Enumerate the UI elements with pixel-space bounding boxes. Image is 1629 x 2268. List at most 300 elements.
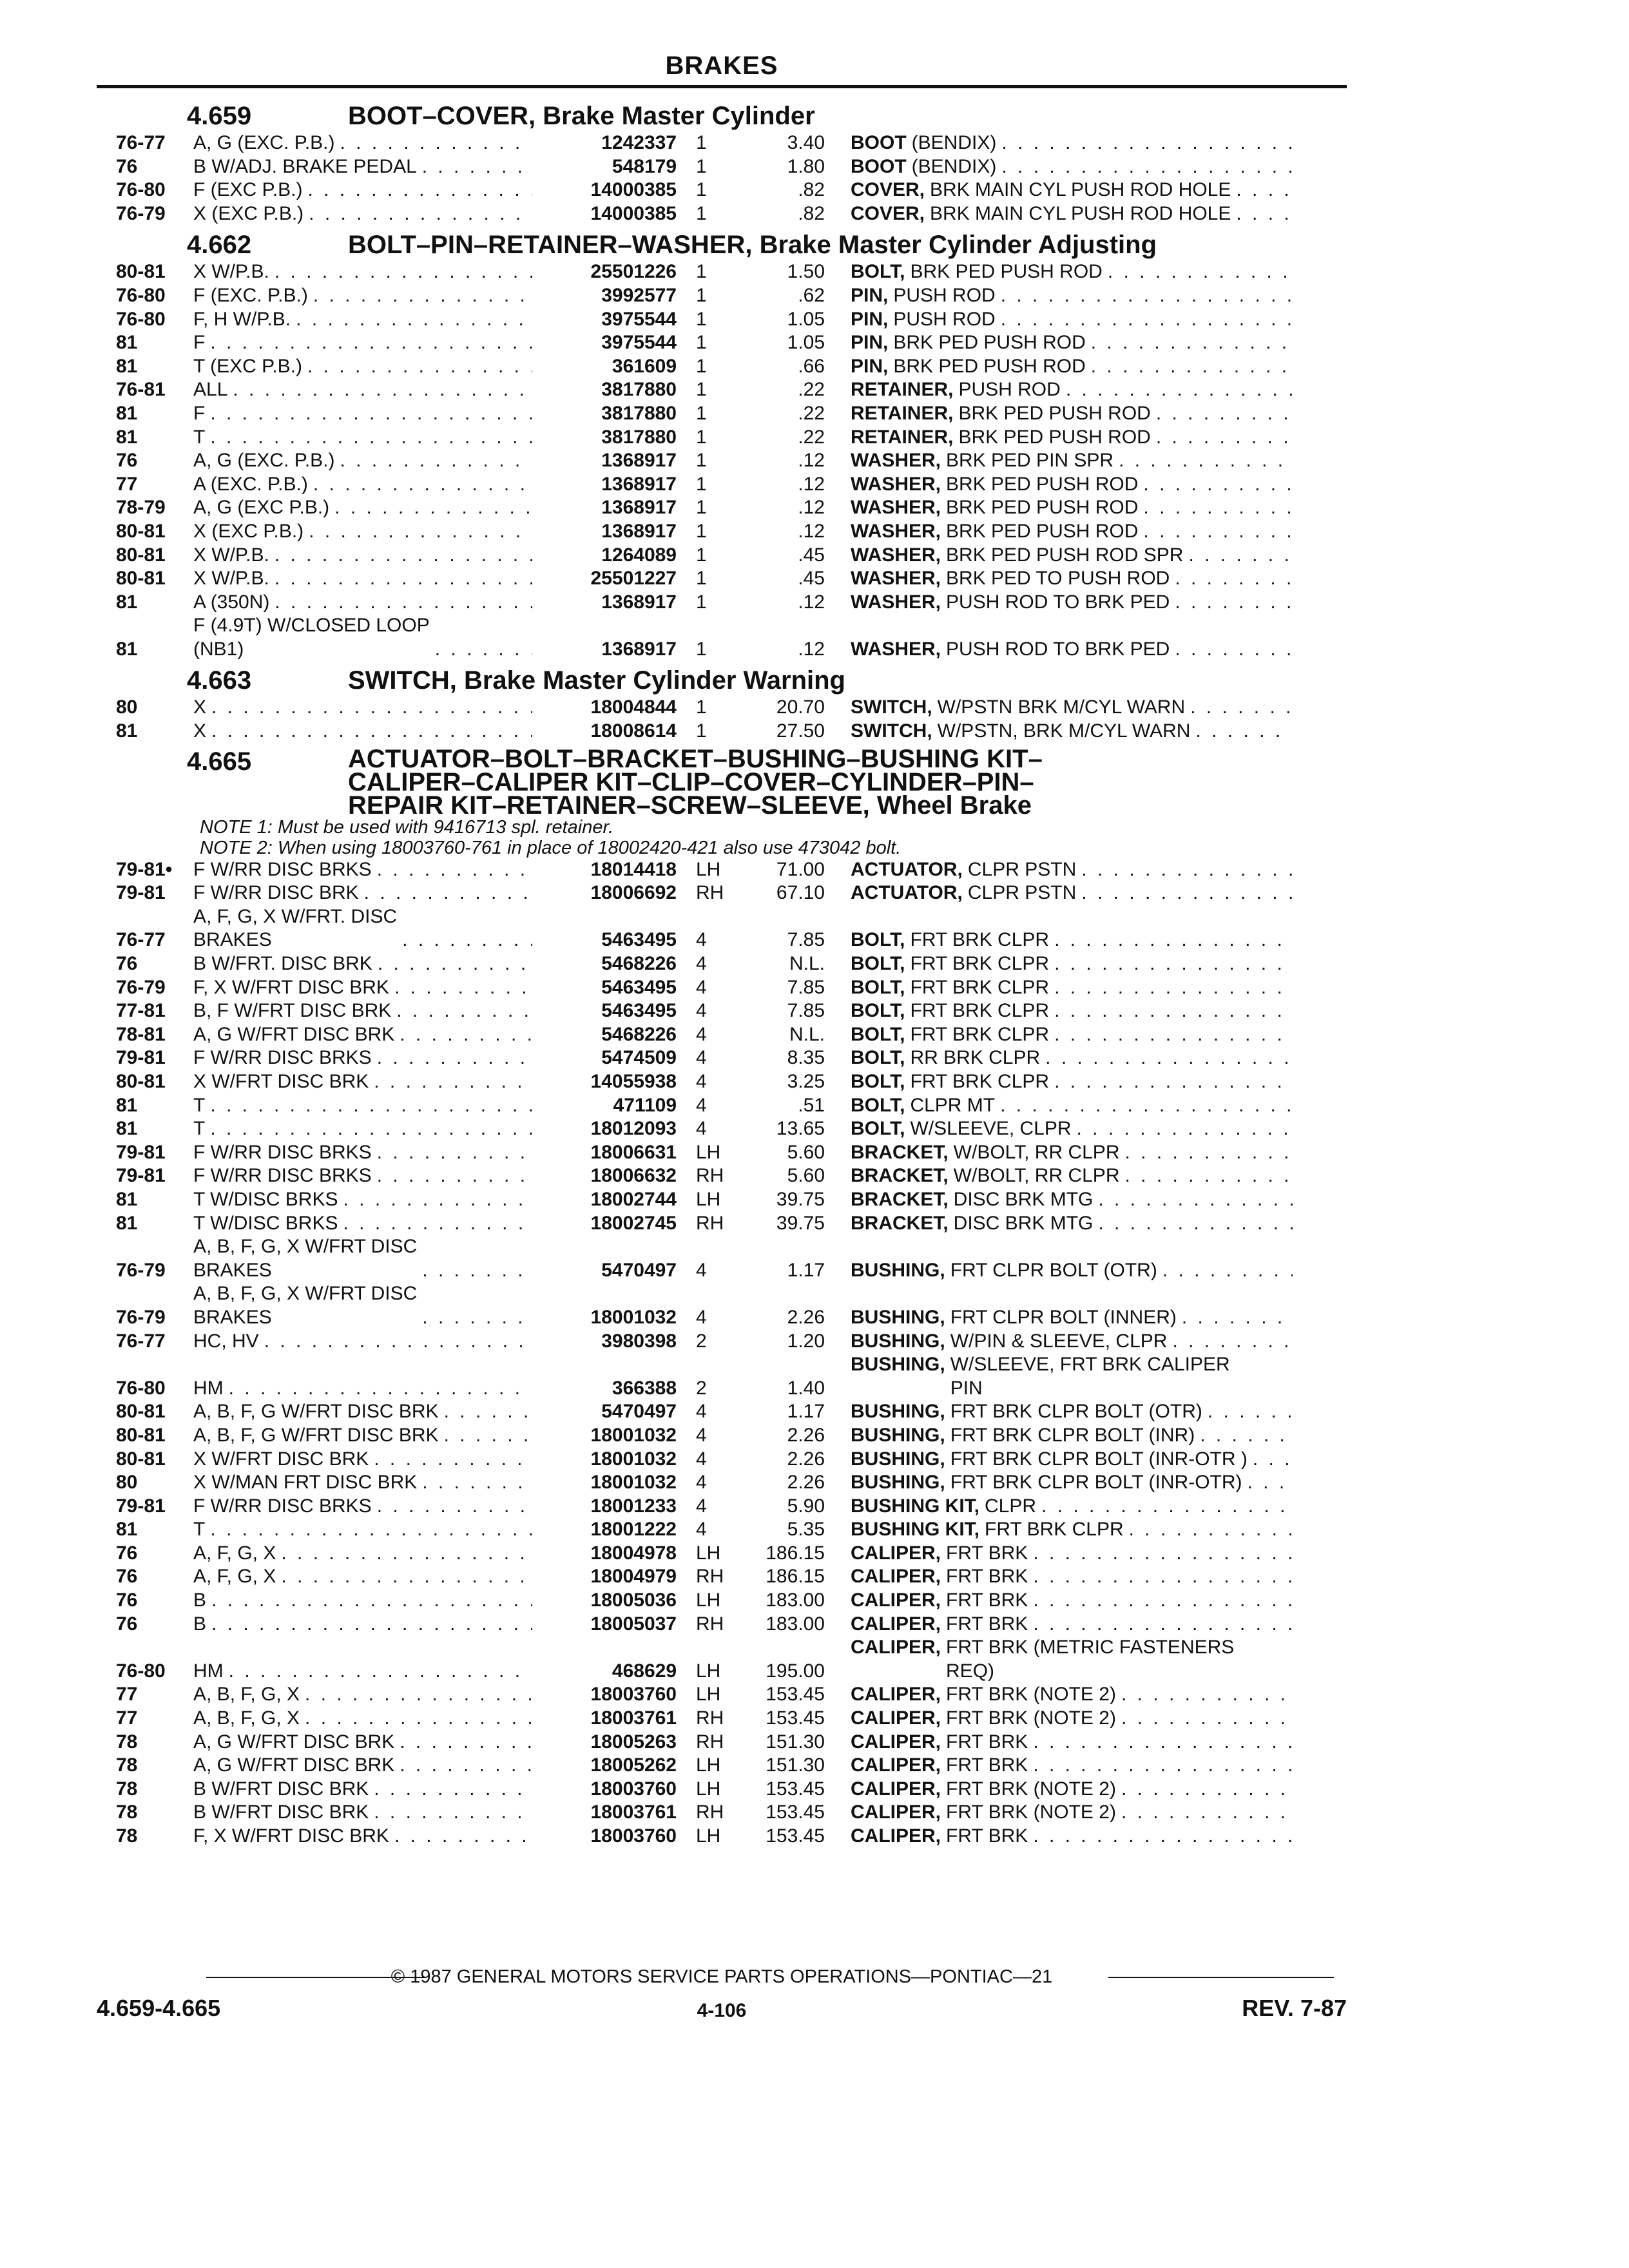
part-detail: (BENDIX) (911, 132, 997, 153)
leader-dots (1253, 1448, 1293, 1472)
application-text: F W/RR DISC BRKS (193, 1495, 372, 1517)
leader-dots (210, 1094, 532, 1118)
quantity: 4 (696, 1071, 707, 1092)
model-year: 78-79 (116, 497, 166, 519)
quantity: 2 (696, 1330, 707, 1352)
price: 1.20 (787, 1330, 825, 1352)
part-number: 18001233 (590, 1495, 677, 1517)
leader-dots (211, 720, 532, 744)
part-name-cell (851, 308, 1302, 332)
application-text: A, F, G, X (193, 1566, 276, 1588)
table-row (97, 473, 1347, 497)
application-cell (193, 720, 541, 744)
price: 2.26 (787, 1448, 825, 1470)
leader-dots (211, 1613, 532, 1637)
model-year: 79-81 (116, 882, 166, 904)
price: 39.75 (776, 1212, 825, 1234)
application-cell (193, 1235, 541, 1282)
application-cell (193, 355, 541, 379)
price: .12 (798, 473, 825, 495)
application-cell (193, 976, 541, 1000)
price: 2.26 (787, 1306, 825, 1328)
price: 1.05 (787, 308, 825, 330)
quantity: 4 (696, 1118, 707, 1140)
application-text: F (193, 332, 206, 354)
model-year: 79-81• (116, 858, 173, 880)
part-number: 1368917 (601, 638, 677, 660)
application-text: T (193, 1519, 206, 1541)
table-row (97, 426, 1347, 450)
part-name: CALIPER, (851, 1590, 941, 1611)
parts-listing (97, 97, 1347, 1849)
table-row (97, 131, 1347, 155)
leader-dots (1143, 496, 1293, 520)
leader-dots (1108, 260, 1293, 284)
part-name-cell (851, 1778, 1302, 1802)
part-name: BOLT, (851, 1094, 905, 1116)
leader-dots (444, 1400, 532, 1424)
leader-dots (1041, 1495, 1293, 1519)
model-year: 76 (116, 1613, 138, 1635)
leader-dots (374, 1070, 532, 1094)
part-detail: FRT BRK CLPR (910, 1023, 1050, 1045)
application-cell (193, 1825, 541, 1849)
leader-dots (1077, 1117, 1293, 1141)
application-cell (193, 1117, 541, 1141)
application-cell (193, 1424, 541, 1448)
leader-dots (1175, 591, 1293, 615)
price: 151.30 (766, 1754, 825, 1776)
part-detail: BRK PED PUSH ROD (946, 497, 1139, 519)
part-name-cell (851, 1117, 1302, 1141)
quantity: 1 (696, 284, 707, 306)
table-row (97, 952, 1347, 976)
section-number: 4.663 (187, 666, 252, 695)
application-text: A, G (EXC. P.B.) (193, 132, 335, 153)
part-number: 1264089 (601, 544, 677, 566)
table-row (97, 858, 1347, 882)
quantity: 1 (696, 179, 707, 201)
leader-dots (1054, 952, 1293, 976)
table-row (97, 1188, 1347, 1212)
part-name-cell (851, 178, 1302, 202)
part-name: CALIPER, (851, 1707, 941, 1729)
application-text: A, B, F, G, X (193, 1707, 300, 1729)
leader-dots (1175, 567, 1293, 591)
leader-dots (343, 1212, 532, 1236)
application-text: F W/RR DISC BRKS (193, 858, 372, 880)
leader-dots (422, 1471, 532, 1495)
price: .12 (798, 520, 825, 542)
part-name: BRACKET, (851, 1165, 949, 1187)
leader-dots (1033, 1565, 1293, 1589)
part-detail: FRT BRK (METRIC FASTENERS REQ) (946, 1637, 1235, 1682)
part-name-cell (851, 1353, 1302, 1400)
model-year: 80-81 (116, 544, 166, 566)
model-year: 81 (116, 332, 138, 354)
quantity: 1 (696, 355, 707, 377)
leader-dots (1143, 520, 1293, 544)
leader-dots (305, 1707, 532, 1731)
application-text: F (EXC. P.B.) (193, 284, 308, 306)
part-detail: FRT BRK (NOTE 2) (946, 1707, 1116, 1729)
application-text: B W/ADJ. BRAKE PEDAL (193, 155, 417, 177)
table-row (97, 1636, 1347, 1683)
quantity: RH (696, 1212, 724, 1234)
part-number: 5468226 (601, 1023, 677, 1045)
quantity: RH (696, 1731, 724, 1753)
model-year: 80-81 (116, 568, 166, 590)
application-text: X (193, 720, 207, 742)
price: 7.85 (787, 1000, 825, 1022)
leader-dots (377, 1141, 532, 1165)
leader-dots (1033, 1825, 1293, 1849)
part-name-cell (851, 881, 1302, 905)
table-row (97, 1023, 1347, 1047)
leader-dots (1033, 1589, 1293, 1613)
application-cell (193, 1448, 541, 1472)
leader-dots (1236, 178, 1293, 202)
part-detail: W/SLEEVE, CLPR (910, 1118, 1072, 1140)
application-text: A, B, F, G, X W/FRT DISC BRAKES (193, 1236, 418, 1281)
part-name: ACTUATOR, (851, 882, 963, 904)
table-row (97, 260, 1347, 284)
part-number: 18005262 (590, 1754, 677, 1776)
model-year: 79-81 (116, 1165, 166, 1187)
leader-dots (1182, 1306, 1293, 1330)
leader-dots (1033, 1754, 1293, 1778)
price: 71.00 (776, 858, 825, 880)
leader-dots (275, 544, 532, 568)
application-cell (193, 1495, 541, 1519)
part-number: 366388 (612, 1377, 677, 1399)
model-year: 81 (116, 1094, 138, 1116)
footer-section-range: 4.659-4.665 (97, 1995, 221, 2021)
table-row (97, 1518, 1347, 1542)
part-detail: PUSH ROD (893, 308, 996, 330)
part-name-cell (851, 1825, 1302, 1849)
application-cell (193, 1164, 541, 1188)
application-cell (193, 1282, 541, 1329)
table-row (97, 520, 1347, 544)
part-detail: DISC BRK MTG (953, 1212, 1094, 1234)
quantity: RH (696, 1566, 724, 1588)
part-detail: W/PIN & SLEEVE, CLPR (950, 1330, 1168, 1352)
price: .12 (798, 591, 825, 613)
model-year: 81 (116, 402, 138, 424)
part-name-cell (851, 1306, 1302, 1330)
part-detail: PUSH ROD (958, 379, 1061, 401)
leader-dots (334, 496, 532, 520)
leader-dots (313, 473, 532, 497)
price: 183.00 (766, 1613, 825, 1635)
application-cell (193, 591, 541, 615)
quantity: RH (696, 1802, 724, 1823)
part-detail: FRT BRK CLPR (910, 929, 1050, 951)
part-detail: FRT BRK CLPR BOLT (INR-OTR) (950, 1472, 1242, 1494)
application-text: A, G (EXC P.B.) (193, 497, 330, 519)
application-cell (193, 496, 541, 520)
table-row (97, 1471, 1347, 1495)
part-name-cell (851, 1495, 1302, 1519)
quantity: LH (696, 1188, 721, 1210)
model-year: 80-81 (116, 1448, 166, 1470)
application-text: HM (193, 1660, 224, 1682)
section-note: NOTE 1: Must be used with 9416713 spl. retainer. (200, 816, 614, 838)
leader-dots (1033, 1613, 1293, 1637)
leader-dots (1124, 1164, 1293, 1188)
application-text: F W/RR DISC BRKS (193, 1141, 372, 1163)
quantity: 1 (696, 132, 707, 153)
application-cell (193, 1141, 541, 1165)
price: 27.50 (776, 720, 825, 742)
part-name: CALIPER, (851, 1637, 941, 1658)
part-number: 14000385 (590, 202, 677, 224)
part-name-cell (851, 1259, 1302, 1283)
table-row (97, 1683, 1347, 1707)
table-row (97, 1613, 1347, 1637)
leader-dots (1119, 449, 1293, 473)
leader-dots (1248, 1471, 1293, 1495)
part-detail: BRK PED PUSH ROD (958, 426, 1151, 448)
section-header (97, 665, 1347, 696)
quantity: LH (696, 1778, 721, 1800)
model-year: 81 (116, 355, 138, 377)
model-year: 81 (116, 591, 138, 613)
application-text: F, X W/FRT DISC BRK (193, 976, 389, 998)
quantity: 1 (696, 697, 707, 718)
section-number: 4.665 (187, 747, 252, 776)
part-name: WASHER, (851, 638, 941, 660)
part-name-cell (851, 1046, 1302, 1070)
part-detail: PUSH ROD (893, 284, 996, 306)
part-number: 5470497 (601, 1259, 677, 1281)
part-name: BUSHING, (851, 1306, 945, 1328)
part-name: BUSHING, (851, 1472, 945, 1494)
part-name: BOLT, (851, 976, 905, 998)
part-name: WASHER, (851, 450, 941, 472)
part-detail: PUSH ROD TO BRK PED (946, 591, 1170, 613)
model-year: 76-80 (116, 308, 166, 330)
part-detail: FRT BRK (946, 1566, 1028, 1588)
table-row (97, 1707, 1347, 1731)
part-detail: BRK PED PUSH ROD (958, 402, 1151, 424)
part-name: CALIPER, (851, 1778, 941, 1800)
leader-dots (378, 952, 532, 976)
leader-dots (1001, 284, 1293, 308)
part-name: PIN, (851, 308, 889, 330)
leader-dots (275, 260, 532, 284)
quantity: 1 (696, 638, 707, 660)
leader-dots (296, 308, 532, 332)
part-number: 3975544 (601, 308, 677, 330)
model-year: 76-80 (116, 179, 166, 201)
leader-dots (1162, 1259, 1293, 1283)
application-cell (193, 1377, 541, 1401)
model-year: 77 (116, 1707, 138, 1729)
application-text: T (193, 426, 206, 448)
table-row (97, 1164, 1347, 1188)
part-detail: FRT BRK (946, 1754, 1028, 1776)
application-text: X W/P.B. (193, 568, 269, 590)
part-detail: FRT BRK (NOTE 2) (946, 1684, 1116, 1706)
part-name-cell (851, 1448, 1302, 1472)
application-text: B W/FRT. DISC BRK (193, 953, 372, 975)
application-cell (193, 858, 541, 882)
price: .45 (798, 568, 825, 590)
leader-dots (402, 928, 532, 952)
application-cell (193, 1683, 541, 1707)
leader-dots (422, 155, 532, 179)
section-title: SWITCH, Brake Master Cylinder Warning (348, 666, 845, 695)
leader-dots (377, 1164, 532, 1188)
leader-dots (1172, 1330, 1293, 1354)
leader-dots (307, 178, 532, 202)
part-detail: FRT BRK (946, 1613, 1028, 1635)
table-row (97, 905, 1347, 952)
leader-dots (1121, 1707, 1293, 1731)
part-name-cell (851, 1471, 1302, 1495)
part-number: 18004979 (590, 1566, 677, 1588)
part-detail: BRK PED PUSH ROD SPR (946, 544, 1184, 566)
part-number: 25501226 (590, 261, 677, 283)
table-row (97, 284, 1347, 308)
price: .12 (798, 497, 825, 519)
application-text: X W/P.B. (193, 261, 269, 283)
model-year: 76 (116, 1590, 138, 1611)
model-year: 76-77 (116, 1330, 166, 1352)
part-name: BUSHING KIT, (851, 1495, 980, 1517)
part-detail: CLPR PSTN (967, 858, 1077, 880)
part-number: 18012093 (590, 1118, 677, 1140)
price: .12 (798, 450, 825, 472)
part-number: 18001032 (590, 1472, 677, 1494)
part-name: PIN, (851, 355, 889, 377)
part-name-cell (851, 1731, 1302, 1754)
part-number: 3817880 (601, 402, 677, 424)
application-text: A (EXC. P.B.) (193, 473, 308, 495)
leader-dots (281, 1542, 532, 1566)
quantity: 4 (696, 929, 707, 951)
quantity: RH (696, 1707, 724, 1729)
leader-dots (1000, 1094, 1293, 1118)
quantity: 1 (696, 261, 707, 283)
leader-dots (210, 402, 532, 426)
quantity: 4 (696, 1306, 707, 1328)
part-number: 3975544 (601, 332, 677, 354)
table-row (97, 1094, 1347, 1118)
part-detail: BRK MAIN CYL PUSH ROD HOLE (930, 179, 1231, 201)
part-number: 18003760 (590, 1778, 677, 1800)
application-text: F, H W/P.B. (193, 308, 291, 330)
table-row (97, 1424, 1347, 1448)
section-number: 4.662 (187, 231, 252, 260)
quantity: 4 (696, 1047, 707, 1069)
part-number: 18006692 (590, 882, 677, 904)
application-cell (193, 1731, 541, 1754)
model-year: 79-81 (116, 1495, 166, 1517)
part-detail: FRT CLPR BOLT (INNER) (950, 1306, 1177, 1328)
leader-dots (1195, 720, 1293, 744)
application-text: T (EXC P.B.) (193, 355, 302, 377)
model-year: 81 (116, 1519, 138, 1541)
leader-dots (1045, 1046, 1293, 1070)
part-detail: W/BOLT, RR CLPR (953, 1165, 1120, 1187)
application-cell (193, 1471, 541, 1495)
part-detail: BRK PED PUSH ROD (946, 520, 1139, 542)
application-text: A, G W/FRT DISC BRK (193, 1023, 395, 1045)
model-year: 81 (116, 638, 138, 660)
table-row (97, 1400, 1347, 1424)
part-name: BOLT, (851, 1023, 905, 1045)
application-text: B (193, 1590, 207, 1611)
part-name: BUSHING KIT, (851, 1519, 980, 1541)
application-text: B W/FRT DISC BRK (193, 1778, 369, 1800)
part-name-cell (851, 1589, 1302, 1613)
application-text: T (193, 1094, 206, 1116)
part-detail: FRT BRK CLPR BOLT (INR-OTR ) (950, 1448, 1248, 1470)
table-row (97, 449, 1347, 473)
leader-dots (1054, 1023, 1293, 1047)
model-year: 76 (116, 1542, 138, 1564)
footer-page-number: 4-106 (697, 2000, 747, 2021)
leader-dots (1098, 1212, 1293, 1236)
part-detail: FRT BRK (946, 1825, 1028, 1847)
leader-dots (1175, 638, 1293, 662)
header-rule (97, 85, 1347, 88)
leader-dots (394, 1825, 532, 1849)
application-text: F (4.9T) W/CLOSED LOOP (NB1) (193, 615, 430, 660)
quantity: 4 (696, 1094, 707, 1116)
model-year: 78 (116, 1802, 138, 1823)
part-name: WASHER, (851, 520, 941, 542)
section-title: BOLT–PIN–RETAINER–WASHER, Brake Master Cylinder Adjusting (348, 231, 1157, 260)
model-year: 81 (116, 426, 138, 448)
model-year: 76-81 (116, 379, 166, 401)
quantity: LH (696, 1684, 721, 1706)
part-name-cell (851, 202, 1302, 226)
application-cell (193, 202, 541, 226)
part-name-cell (851, 1518, 1302, 1542)
application-cell (193, 905, 541, 952)
part-number: 18001032 (590, 1448, 677, 1470)
application-text: F W/RR DISC BRKS (193, 1165, 372, 1187)
part-name: BUSHING, (851, 1330, 945, 1352)
part-number: 14000385 (590, 179, 677, 201)
leader-dots (1081, 858, 1293, 882)
price: 153.45 (766, 1802, 825, 1823)
part-detail: BRK PED TO PUSH ROD (946, 568, 1170, 590)
leader-dots (1033, 1542, 1293, 1566)
part-name: COVER, (851, 202, 925, 224)
application-text: X W/FRT DISC BRK (193, 1448, 369, 1470)
leader-dots (364, 881, 532, 905)
price: 186.15 (766, 1566, 825, 1588)
leader-dots (394, 976, 532, 1000)
part-number: 18003760 (590, 1684, 677, 1706)
quantity: 4 (696, 1472, 707, 1494)
model-year: 76 (116, 450, 138, 472)
model-year: 78-81 (116, 1023, 166, 1045)
table-row (97, 331, 1347, 355)
application-text: A, B, F, G W/FRT DISC BRK (193, 1401, 439, 1423)
part-number: 3980398 (601, 1330, 677, 1352)
application-text: A, B, F, G, X (193, 1684, 300, 1706)
part-name-cell (851, 260, 1302, 284)
part-number: 3992577 (601, 284, 677, 306)
table-row (97, 178, 1347, 202)
part-name: COVER, (851, 179, 925, 201)
